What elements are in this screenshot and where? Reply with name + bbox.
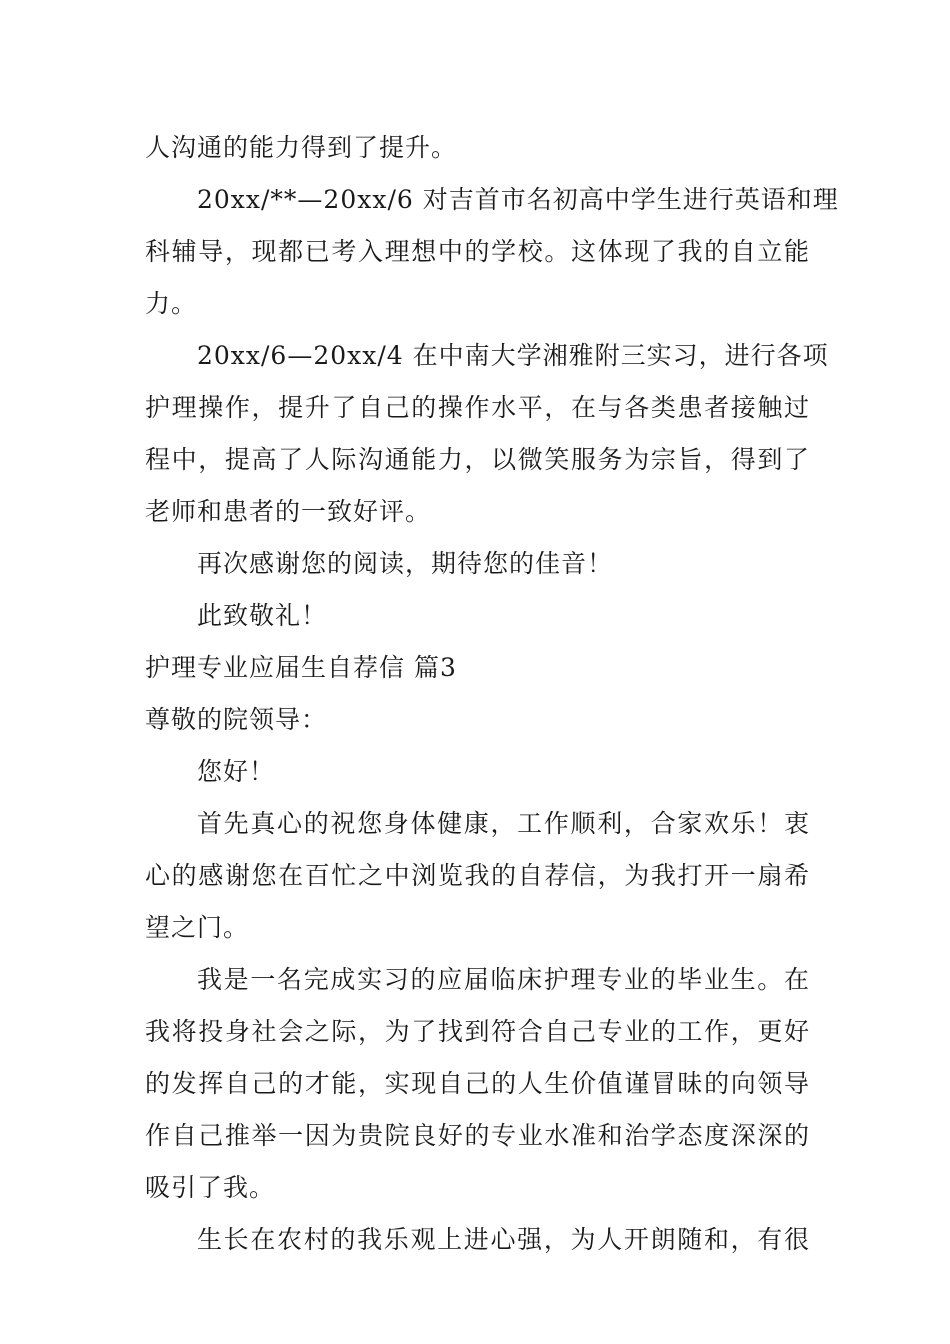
text-line: 科辅导，现都已考入理想中的学校。这体现了我的自立能 [145,237,810,266]
greeting: 您好！ [197,757,276,786]
section-heading: 护理专业应届生自荐信 篇3 [145,653,457,682]
text-line: 望之门。 [145,913,250,942]
text-line: 人沟通的能力得到了提升。 [145,133,458,162]
document-body [145,122,839,1266]
text-line: 老师和患者的一致好评。 [145,497,432,526]
text-line: 的发挥自己的才能，实现自己的人生价值谨冒昧的向领导 [145,1069,810,1098]
paragraph-line: 首先真心的祝您身体健康，工作顺利，合家欢乐！衷 [197,809,810,838]
text-line: 心的感谢您在百忙之中浏览我的自荐信，为我打开一扇希 [145,861,810,890]
paragraph-line: 生长在农村的我乐观上进心强，为人开朗随和，有很 [197,1225,810,1254]
text-line: 吸引了我。 [145,1173,276,1202]
paragraph-line: 20xx/**—20xx/6 对吉首市名初高中学生进行英语和理 [197,185,839,214]
text-line: 我将投身社会之际，为了找到符合自己专业的工作，更好 [145,1017,810,1046]
text-line: 护理操作，提升了自己的操作水平，在与各类患者接触过 [145,393,810,422]
text-line: 作自己推举一因为贵院良好的专业水准和治学态度深深的 [145,1121,810,1150]
text-line: 力。 [145,289,198,318]
text-line: 程中，提高了人际沟通能力，以微笑服务为宗旨，得到了 [145,445,810,474]
paragraph-line: 我是一名完成实习的应届临床护理专业的毕业生。在 [197,965,810,994]
closing-line: 此致敬礼！ [197,601,328,630]
paragraph-line: 再次感谢您的阅读，期待您的佳音！ [197,549,614,578]
paragraph-line: 20xx/6—20xx/4 在中南大学湘雅附三实习，进行各项 [197,341,829,370]
salutation: 尊敬的院领导： [145,705,328,734]
